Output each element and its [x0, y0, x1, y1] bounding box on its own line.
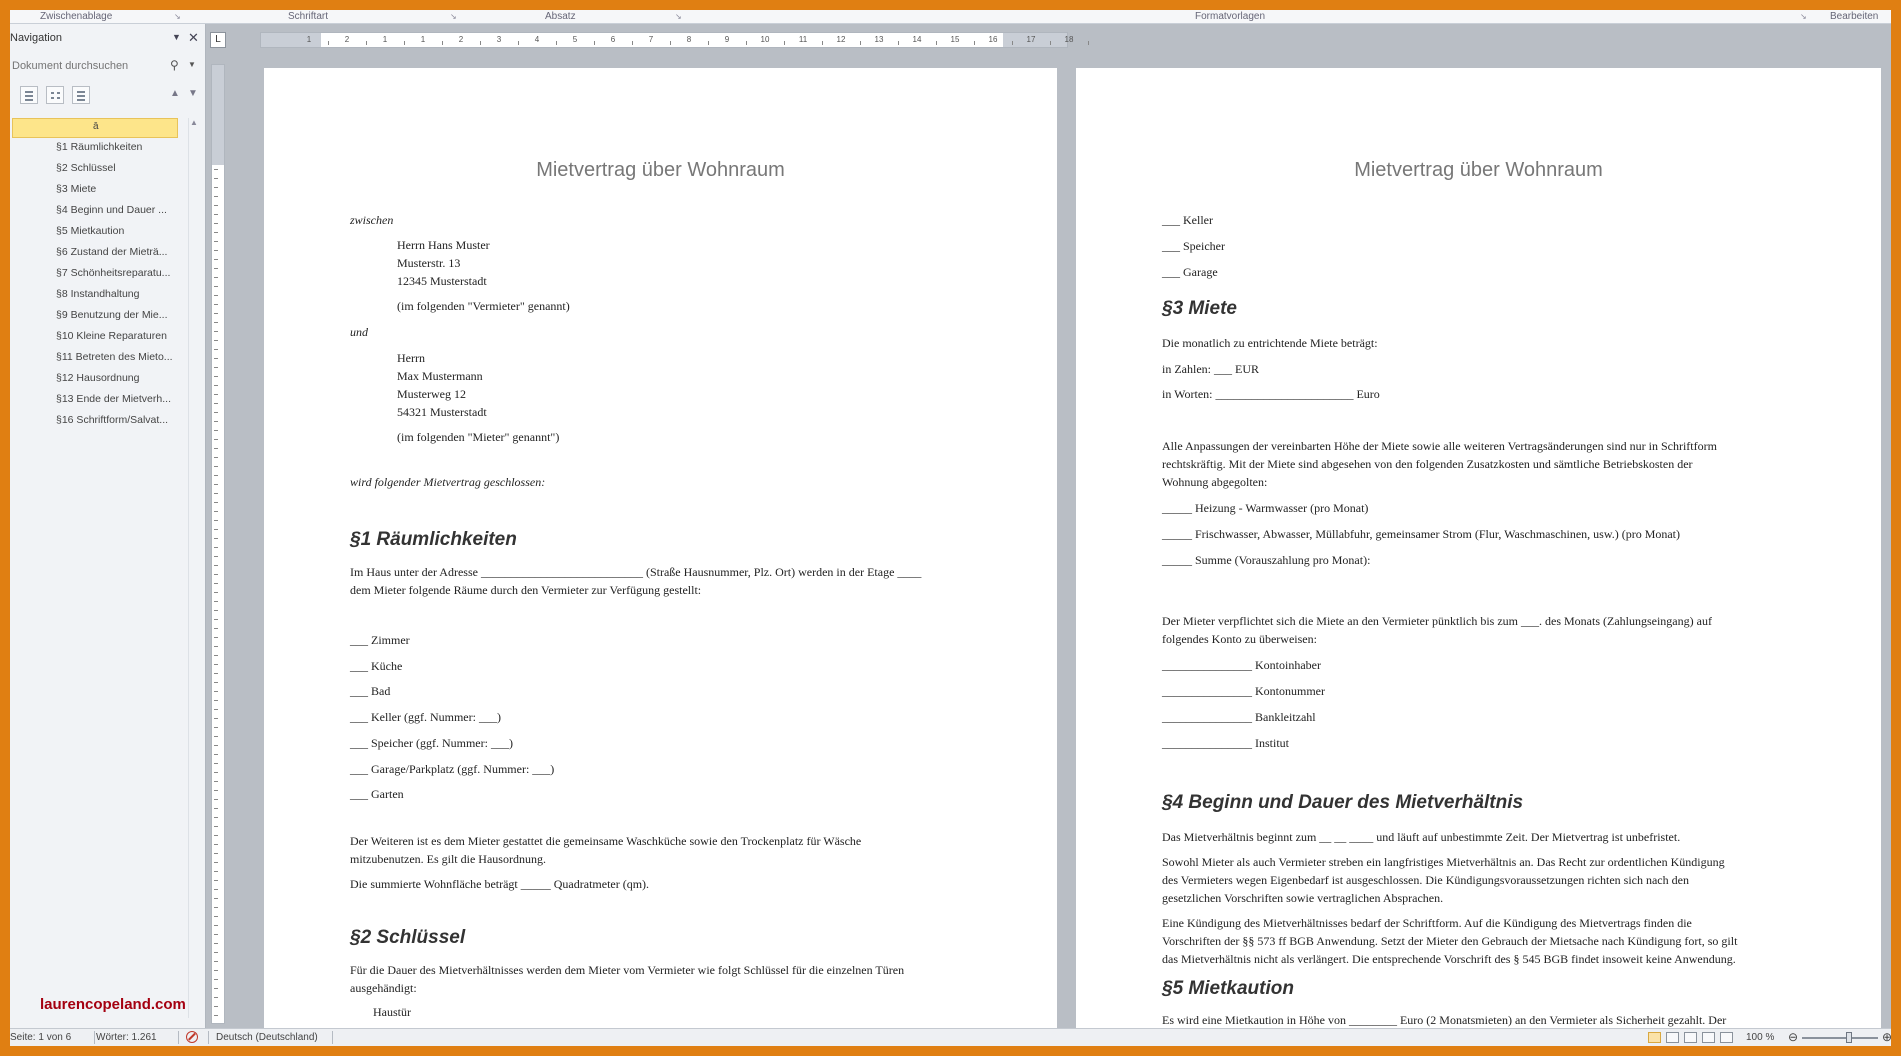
nav-heading-item[interactable]: §11 Betreten des Mieto...	[56, 351, 173, 363]
vertical-ruler-tick	[214, 754, 218, 755]
ruler-number: 1	[382, 35, 388, 44]
nav-heading-item[interactable]: §3 Miete	[56, 183, 97, 195]
ribbon-group-styles: Formatvorlagen	[1195, 11, 1266, 22]
ruler-number: 1	[306, 35, 312, 44]
rent-in-words: in Worten: _______________________ Euro	[1162, 387, 1380, 401]
room-item: ___ Speicher (ggf. Nummer: ___)	[350, 735, 513, 750]
rent-adjust-line-3: Wohnung abgegolten:	[1162, 475, 1268, 489]
ruler-number: 18	[1064, 35, 1074, 44]
vertical-ruler-tick	[214, 484, 218, 485]
vertical-ruler-tick	[214, 1006, 218, 1007]
nav-selected-label: ā	[93, 121, 99, 132]
vertical-ruler-tick	[214, 511, 218, 512]
section-4-heading: §4 Beginn und Dauer des Mietverhältnis	[1162, 792, 1524, 813]
tenant-salutation: Herrn	[397, 351, 425, 365]
vertical-ruler-tick	[214, 718, 218, 719]
ruler-tick	[974, 41, 975, 45]
section-1-text-line-1: Im Haus unter der Adresse ___________________________ (Straße Hausnummer, Plz. Ort) werden in der Etage ____	[350, 565, 922, 579]
vertical-ruler-tick	[214, 655, 218, 656]
vertical-ruler-tick	[214, 223, 218, 224]
vertical-ruler-tick	[214, 583, 218, 584]
cost-item: _____ Frischwasser, Abwasser, Müllabfuhr, gemeinsamer Strom (Flur, Waschmaschinen, usw.) (pro Monat)	[1162, 527, 1681, 541]
vertical-ruler-tick	[214, 529, 218, 530]
vertical-ruler-tick	[214, 187, 218, 188]
zwischen-label: zwischen	[350, 213, 394, 227]
vertical-ruler-tick	[214, 682, 218, 683]
vertical-ruler-tick	[214, 790, 218, 791]
navigation-view-buttons	[14, 86, 204, 106]
document-page-2[interactable]	[1076, 68, 1881, 1028]
vertical-ruler-tick	[214, 241, 218, 242]
ruler-tick	[366, 41, 367, 45]
vertical-ruler-tick	[214, 313, 218, 314]
status-divider	[178, 1031, 179, 1044]
vertical-ruler-tick	[214, 520, 218, 521]
language-indicator[interactable]: Deutsch (Deutschland)	[216, 1032, 318, 1043]
vertical-ruler-tick	[214, 475, 218, 476]
scroll-up-icon[interactable]: ▲	[190, 118, 198, 127]
vertical-ruler-tick	[214, 232, 218, 233]
zoom-out-icon[interactable]: ⊖	[1788, 1030, 1799, 1044]
clipboard-launcher-icon[interactable]: ↘	[174, 12, 181, 21]
ruler-number: 7	[648, 35, 654, 44]
navigation-title: Navigation	[10, 32, 62, 44]
vertical-ruler-tick	[214, 295, 218, 296]
ruler-tick	[860, 41, 861, 45]
vertical-ruler-tick	[214, 853, 218, 854]
nav-heading-item[interactable]: §5 Mietkaution	[56, 225, 125, 237]
ruler-number: 13	[874, 35, 884, 44]
vertical-ruler-tick	[214, 430, 218, 431]
navigation-header	[10, 30, 206, 48]
vertical-ruler-tick	[214, 979, 218, 980]
zoom-slider-thumb[interactable]	[1846, 1032, 1852, 1043]
status-divider	[94, 1031, 95, 1044]
vertical-ruler-tick	[214, 349, 218, 350]
vertical-ruler-tick	[214, 358, 218, 359]
vertical-ruler-tick	[214, 538, 218, 539]
section-4-start: Das Mietverhältnis beginnt zum __ __ ____ und läuft auf unbestimmte Zeit. Der Mietvertrag ist unbefristet.	[1162, 830, 1681, 844]
ruler-number: 2	[344, 35, 350, 44]
room-item: ___ Küche	[350, 658, 403, 673]
vertical-ruler-tick	[214, 952, 218, 953]
vertical-ruler-tick	[214, 376, 218, 377]
vertical-ruler-tick	[214, 250, 218, 251]
vertical-ruler-tick	[214, 691, 218, 692]
ruler-tick	[594, 41, 595, 45]
nav-heading-item[interactable]: §12 Hausordnung	[56, 372, 140, 384]
section-4-p3-line-1: Eine Kündigung des Mietverhältnisses bedarf der Schriftform. Auf die Kündigung des Mietvertrags finden die	[1162, 916, 1692, 930]
vertical-ruler-tick	[214, 889, 218, 890]
vertical-ruler-tick	[214, 574, 218, 575]
ruler-tick	[822, 41, 823, 45]
vertical-ruler-tick	[214, 763, 218, 764]
ruler-tick	[632, 41, 633, 45]
ruler-number: 9	[724, 35, 730, 44]
tenant-name: Max Mustermann	[397, 369, 483, 383]
ruler-tick	[518, 41, 519, 45]
vertical-ruler-tick	[214, 871, 218, 872]
section-4-p3-line-2: Vorschriften der §§ 573 ff BGB Anwendung. Setzt der Mieter den Gebrauch der Mietsache nach Kündigung fort, so gilt	[1162, 934, 1738, 948]
section-1-text-line-2: dem Mieter folgende Räume durch den Vermieter zur Verfügung gestellt:	[350, 583, 702, 597]
ruler-number: 2	[458, 35, 464, 44]
search-icon[interactable]: ⚲	[170, 58, 179, 72]
room-item: ___ Bad	[350, 684, 391, 699]
section-2-text-line-1: Für die Dauer des Mietverhältnisses werden dem Mieter vom Vermieter wie folgt Schlüssel für die einzelnen Türen	[350, 963, 905, 977]
vertical-ruler-tick	[214, 628, 218, 629]
watermark-text: laurencopeland.com	[40, 996, 186, 1013]
nav-heading-item[interactable]: §16 Schriftform/Salvat...	[56, 414, 169, 426]
vertical-ruler-tick	[214, 331, 218, 332]
bank-field: _______________ Institut	[1162, 736, 1290, 750]
key-haustuer: Haustür	[373, 1005, 411, 1019]
vertical-ruler-tick	[214, 907, 218, 908]
section-5-heading: §5 Mietkaution	[1162, 978, 1294, 999]
ruler-number: 10	[760, 35, 770, 44]
vertical-ruler-tick	[214, 286, 218, 287]
vertical-ruler-tick	[214, 565, 218, 566]
ruler-tick	[480, 41, 481, 45]
cost-item: _____ Summe (Vorauszahlung pro Monat):	[1162, 553, 1371, 567]
vertical-ruler-tick	[214, 637, 218, 638]
proofing-error-icon[interactable]	[186, 1031, 198, 1043]
status-divider	[208, 1031, 209, 1044]
cost-item: _____ Heizung - Warmwasser (pro Monat)	[1162, 501, 1369, 515]
vertical-ruler-tick	[214, 916, 218, 917]
ruler-number: 4	[534, 35, 540, 44]
section-3-heading: §3 Miete	[1162, 298, 1237, 319]
ruler-number: 16	[988, 35, 998, 44]
ruler-number: 15	[950, 35, 960, 44]
vertical-ruler-tick	[214, 547, 218, 548]
draft-view-icon[interactable]	[1720, 1032, 1733, 1043]
vertical-ruler-tick	[214, 385, 218, 386]
vertical-ruler-tick	[214, 592, 218, 593]
storage-item: ___ Garage	[1162, 265, 1218, 279]
chevron-down-icon[interactable]: ▼	[172, 32, 181, 42]
ruler-tick	[1088, 41, 1089, 45]
ruler-number: 6	[610, 35, 616, 44]
ribbon-group-paragraph: Absatz	[545, 11, 576, 22]
section-5-text: Es wird eine Mietkaution in Höhe von ________ Euro (2 Monatsmieten) an den Vermieter als Sicherheit gezahlt. Der	[1162, 1013, 1727, 1027]
rent-in-numbers: in Zahlen: ___ EUR	[1162, 362, 1259, 376]
nav-heading-item[interactable]: §2 Schlüssel	[56, 162, 116, 174]
section-1-extra-line-1: Der Weiteren ist es dem Mieter gestattet die gemeinsame Waschküche sowie den Trockenplatz für Wäsche	[350, 834, 862, 848]
ruler-tick	[328, 41, 329, 45]
landlord-name: Herrn Hans Muster	[397, 238, 490, 252]
tenant-street: Musterweg 12	[397, 387, 466, 401]
vertical-ruler-tick	[214, 997, 218, 998]
vertical-ruler-tick	[214, 880, 218, 881]
font-launcher-icon[interactable]: ↘	[450, 12, 457, 21]
bank-field: _______________ Bankleitzahl	[1162, 710, 1316, 724]
ruler-number: 17	[1026, 35, 1036, 44]
vertical-ruler-tick	[214, 898, 218, 899]
paragraph-launcher-icon[interactable]: ↘	[675, 12, 682, 21]
vertical-ruler-top-margin	[212, 65, 224, 165]
vertical-ruler-tick	[214, 421, 218, 422]
vertical-ruler-tick	[214, 340, 218, 341]
search-input[interactable]	[12, 58, 172, 74]
vertical-ruler-tick	[214, 412, 218, 413]
vertical-ruler-tick	[214, 934, 218, 935]
vertical-ruler-tick	[214, 439, 218, 440]
vertical-ruler-tick	[214, 502, 218, 503]
tenant-note: (im folgenden "Mieter" genannt")	[397, 430, 560, 444]
landlord-street: Musterstr. 13	[397, 256, 461, 270]
vertical-ruler-tick	[214, 304, 218, 305]
status-bar	[10, 1028, 1891, 1046]
vertical-ruler-tick	[214, 403, 218, 404]
vertical-ruler-tick	[214, 943, 218, 944]
ruler-tick	[746, 41, 747, 45]
vertical-ruler-tick	[214, 277, 218, 278]
ruler-tick	[708, 41, 709, 45]
section-1-area: Die summierte Wohnfläche beträgt _____ Quadratmeter (qm).	[350, 877, 650, 891]
vertical-ruler-tick	[214, 610, 218, 611]
full-screen-reading-view-icon[interactable]	[1666, 1032, 1679, 1043]
ruler-tick	[404, 41, 405, 45]
vertical-ruler-tick	[214, 646, 218, 647]
ribbon-group-clipboard: Zwischenablage	[40, 11, 113, 22]
ruler-tick	[936, 41, 937, 45]
ruler-tick	[442, 41, 443, 45]
vertical-ruler-tick	[214, 205, 218, 206]
tenant-city: 54321 Musterstadt	[397, 405, 487, 419]
vertical-ruler-tick	[214, 826, 218, 827]
vertical-ruler-tick	[214, 394, 218, 395]
vertical-ruler-tick	[214, 169, 218, 170]
vertical-ruler-tick	[214, 727, 218, 728]
vertical-ruler-tick	[214, 601, 218, 602]
vertical-ruler-tick	[214, 457, 218, 458]
closing-line: wird folgender Mietvertrag geschlossen:	[350, 475, 546, 489]
vertical-ruler-tick	[214, 862, 218, 863]
navigation-headings-tree	[12, 118, 202, 1018]
vertical-ruler-tick	[214, 1015, 218, 1016]
vertical-ruler-tick	[214, 925, 218, 926]
zoom-in-icon[interactable]: ⊕	[1882, 1030, 1893, 1044]
landlord-city: 12345 Musterstadt	[397, 274, 487, 288]
rent-adjust-line-1: Alle Anpassungen der vereinbarten Höhe der Miete sowie alle weiteren Vertragsänderungen sind nur in Schriftform	[1162, 439, 1717, 453]
document-page-1[interactable]	[264, 68, 1057, 1028]
vertical-ruler-tick	[214, 367, 218, 368]
vertical-ruler-tick	[214, 988, 218, 989]
vertical-ruler-tick	[214, 799, 218, 800]
rent-adjust-line-2: rechtskräftig. Mit der Miete sind abgesehen von den folgenden Zusatzkosten und sämtliche Betriebskosten der	[1162, 457, 1693, 471]
section-4-p2-line-2: des Vermieters wegen Eigenbedarf ist ausgeschlossen. Die Kündigungsvoraussetzungen richten sich nach den	[1162, 873, 1689, 887]
vertical-ruler-tick	[214, 268, 218, 269]
horizontal-ruler[interactable]	[260, 32, 1074, 48]
nav-heading-item[interactable]: §4 Beginn und Dauer ...	[56, 204, 167, 216]
styles-launcher-icon[interactable]: ↘	[1800, 12, 1807, 21]
vertical-ruler-tick	[214, 970, 218, 971]
next-heading-icon[interactable]: ▼	[188, 88, 198, 99]
vertical-ruler[interactable]	[211, 64, 225, 1024]
room-item: ___ Zimmer	[350, 633, 410, 647]
ruler-number: 12	[836, 35, 846, 44]
ruler-left-margin	[261, 33, 321, 47]
vertical-ruler-tick	[214, 493, 218, 494]
nav-heading-item[interactable]: §9 Benutzung der Mie...	[56, 309, 168, 321]
nav-scrollbar[interactable]	[188, 118, 200, 1018]
section-4-p3-line-3: das Mietverhältnis nicht als verlängert. Die entsprechende Vorschrift des § 545 BGB findet insoweit keine Anwendung.	[1162, 952, 1736, 966]
nav-heading-item[interactable]: §1 Räumlichkeiten	[56, 141, 143, 153]
vertical-ruler-tick	[214, 619, 218, 620]
ruler-number: 3	[496, 35, 502, 44]
section-1-extra-line-2: mitzubenutzen. Es gilt die Hausordnung.	[350, 852, 546, 866]
outline-view-icon[interactable]	[1702, 1032, 1715, 1043]
nav-heading-item[interactable]: §8 Instandhaltung	[56, 288, 140, 300]
vertical-ruler-tick	[214, 844, 218, 845]
page-2-title: Mietvertrag über Wohnraum	[1354, 159, 1603, 181]
ruler-number: 8	[686, 35, 692, 44]
previous-heading-icon[interactable]: ▲	[170, 88, 180, 99]
payment-line-2: folgendes Konto zu überweisen:	[1162, 632, 1317, 646]
results-view-button[interactable]	[72, 86, 90, 104]
bank-field: _______________ Kontoinhaber	[1162, 658, 1321, 672]
vertical-ruler-tick	[214, 781, 218, 782]
vertical-ruler-tick	[214, 745, 218, 746]
vertical-ruler-tick	[214, 673, 218, 674]
close-icon[interactable]: ✕	[188, 30, 199, 45]
rent-intro: Die monatlich zu entrichtende Miete beträgt:	[1162, 336, 1378, 350]
nav-heading-item[interactable]: §10 Kleine Reparaturen	[56, 330, 167, 342]
vertical-ruler-tick	[214, 808, 218, 809]
room-item: ___ Keller (ggf. Nummer: ___)	[350, 710, 501, 725]
ruler-tick	[1050, 41, 1051, 45]
nav-heading-item[interactable]: §6 Zustand der Mieträ...	[56, 246, 168, 258]
landlord-note: (im folgenden "Vermieter" genannt)	[397, 299, 570, 313]
nav-selected-heading[interactable]	[12, 118, 178, 138]
page-count[interactable]: Seite: 1 von 6	[10, 1032, 72, 1043]
nav-heading-item[interactable]: §13 Ende der Mietverh...	[56, 393, 171, 405]
room-item: ___ Garten	[350, 787, 404, 802]
zoom-level[interactable]: 100 %	[1746, 1032, 1775, 1043]
web-layout-view-icon[interactable]	[1684, 1032, 1697, 1043]
vertical-ruler-tick	[214, 664, 218, 665]
ruler-tick	[1012, 41, 1013, 45]
vertical-ruler-tick	[214, 322, 218, 323]
page-1-title: Mietvertrag über Wohnraum	[536, 159, 785, 181]
nav-heading-item[interactable]: §7 Schönheitsreparatu...	[56, 267, 171, 279]
ruler-number: 1	[420, 35, 426, 44]
ruler-tick	[670, 41, 671, 45]
vertical-ruler-tick	[214, 961, 218, 962]
bank-field: _______________ Kontonummer	[1162, 684, 1325, 698]
ribbon-group-editing: Bearbeiten	[1830, 11, 1879, 22]
navigation-search	[10, 56, 206, 76]
zoom-slider[interactable]	[1802, 1037, 1878, 1039]
vertical-ruler-tick	[214, 214, 218, 215]
vertical-ruler-tick	[214, 772, 218, 773]
vertical-ruler-tick	[214, 700, 218, 701]
ruler-tick	[898, 41, 899, 45]
section-1-heading: §1 Räumlichkeiten	[350, 529, 517, 550]
section-2-text-line-2: ausgehändigt:	[350, 981, 417, 995]
vertical-ruler-tick	[214, 709, 218, 710]
vertical-ruler-tick	[214, 196, 218, 197]
ruler-tick	[784, 41, 785, 45]
status-divider	[332, 1031, 333, 1044]
vertical-ruler-tick	[214, 835, 218, 836]
section-2-heading: §2 Schlüssel	[350, 927, 466, 948]
ribbon-group-font: Schriftart	[288, 11, 329, 22]
pages-view-button[interactable]	[46, 86, 64, 104]
headings-view-button[interactable]	[20, 86, 38, 104]
word-count[interactable]: Wörter: 1.261	[96, 1032, 157, 1043]
navigation-pane	[10, 24, 206, 1028]
storage-item: ___ Keller	[1162, 213, 1213, 227]
vertical-ruler-tick	[214, 448, 218, 449]
search-options-chevron-icon[interactable]: ▼	[188, 60, 196, 69]
payment-line-1: Der Mieter verpflichtet sich die Miete an den Vermieter pünktlich bis zum ___. des Monats (Zahlungseingang) auf	[1162, 614, 1712, 628]
ruler-number: 11	[798, 35, 808, 44]
print-layout-view-icon[interactable]	[1648, 1032, 1661, 1043]
vertical-ruler-tick	[214, 466, 218, 467]
ruler-number: 5	[572, 35, 578, 44]
section-4-p2-line-3: gesetzlichen Vorschriften sowie vertraglichen Absprachen.	[1162, 891, 1444, 905]
ribbon-group-labels	[10, 10, 1891, 24]
vertical-ruler-tick	[214, 817, 218, 818]
vertical-ruler-tick	[214, 259, 218, 260]
vertical-ruler-tick	[214, 178, 218, 179]
tab-selector-button[interactable]: L	[210, 32, 226, 48]
room-item: ___ Garage/Parkplatz (ggf. Nummer: ___)	[350, 761, 555, 776]
section-4-p2-line-1: Sowohl Mieter als auch Vermieter streben ein langfristiges Mietverhältnis an. Das Recht zur ordentlichen Kündigung	[1162, 855, 1725, 869]
vertical-ruler-tick	[214, 736, 218, 737]
ruler-tick	[556, 41, 557, 45]
ruler-number: 14	[912, 35, 922, 44]
storage-item: ___ Speicher	[1162, 239, 1225, 253]
vertical-ruler-tick	[214, 556, 218, 557]
document-window	[10, 24, 1891, 1028]
und-label: und	[350, 325, 368, 339]
